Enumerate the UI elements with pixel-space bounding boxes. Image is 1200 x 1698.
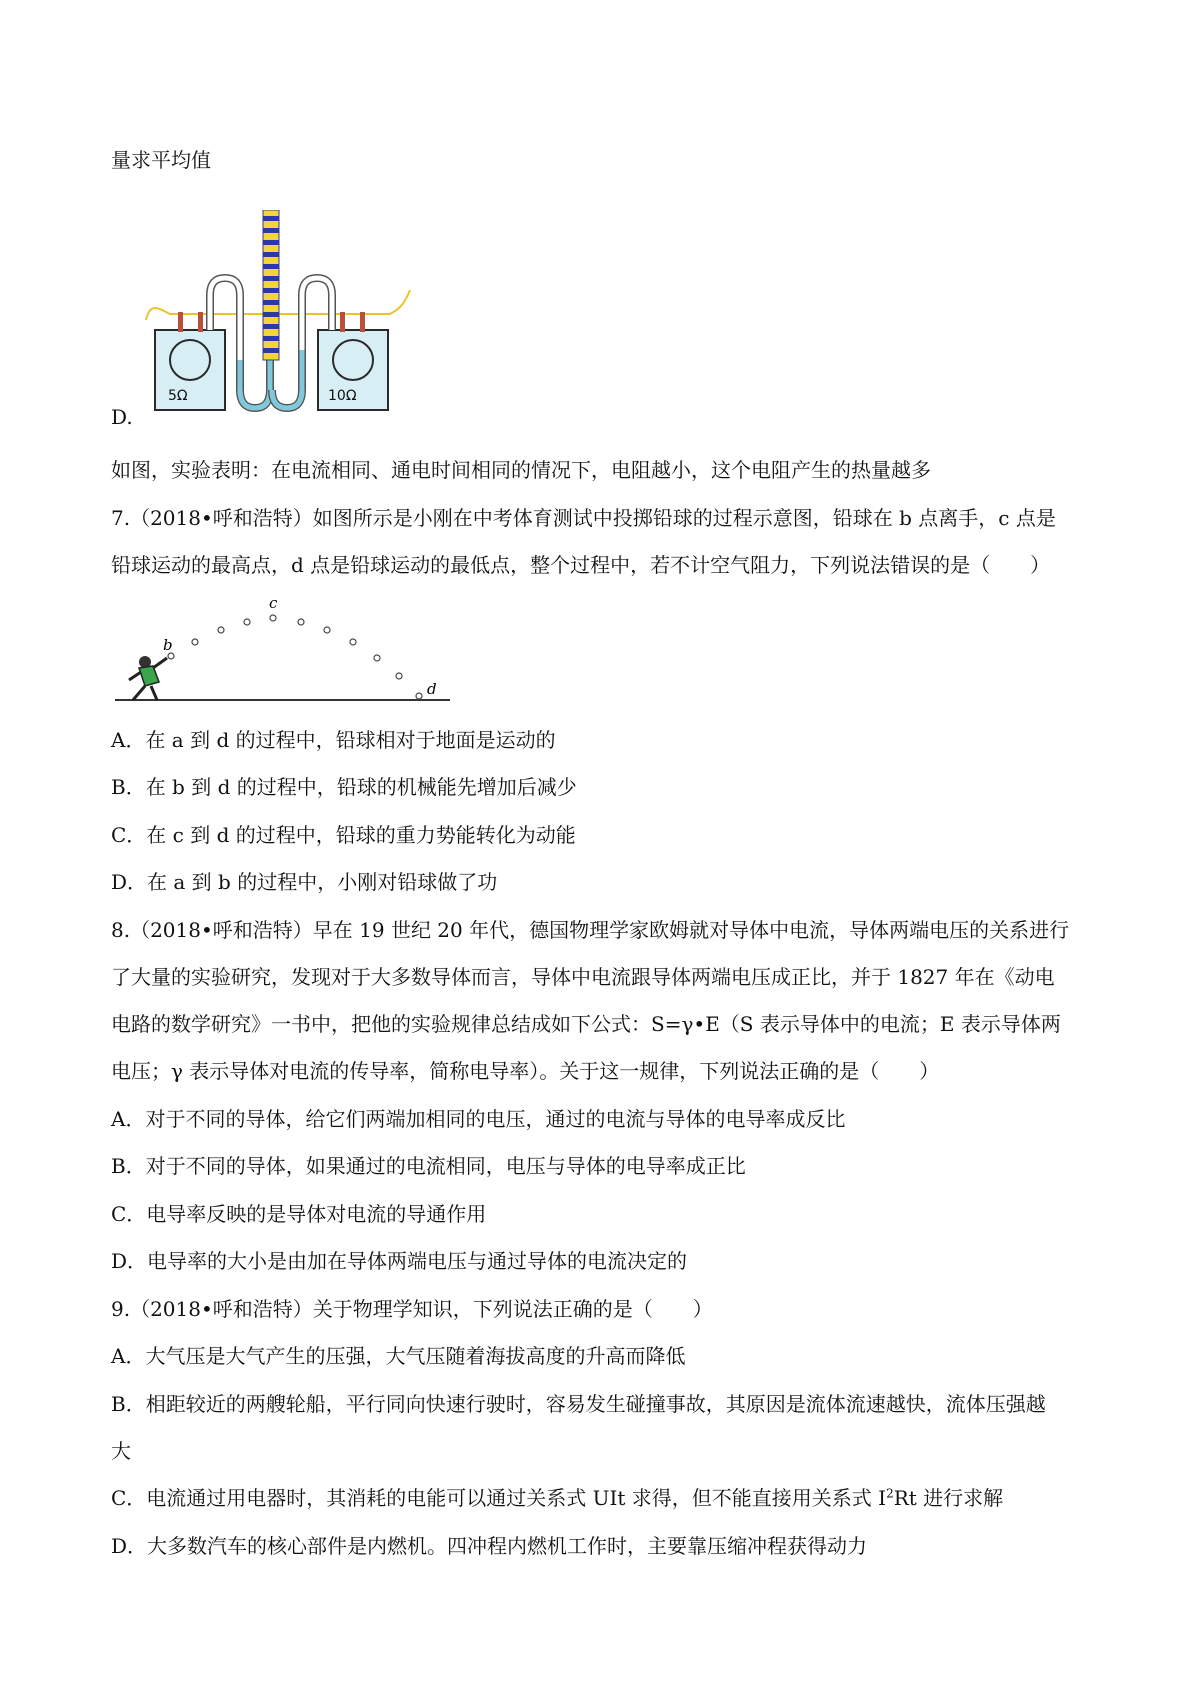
option-b: B．相距较近的两艘轮船，平行同向快速行驶时，容易发生碰撞事故，其原因是流体流速越快，流体压强越 [111, 1392, 1046, 1416]
option-d: D．在 a 到 b 的过程中，小刚对铅球做了功 [111, 870, 498, 894]
point-b-label: b [163, 636, 173, 654]
option-a: A．大气压是大气产生的压强，大气压随着海拔高度的升高而降低 [111, 1344, 686, 1368]
shot-put-figure [115, 596, 460, 711]
question-7-line: 铅球运动的最高点，d 点是铅球运动的最低点，整个过程中，若不计空气阻力，下列说法错误的是（ ） [111, 553, 1051, 577]
option-c-text: C．电流通过用电器时，其消耗的电能可以通过关系式 UIt 求得，但不能直接用关系式 I [111, 1486, 887, 1510]
text-line: 如图，实验表明：在电流相同、通电时间相同的情况下，电阻越小，这个电阻产生的热量越多 [111, 458, 931, 482]
question-8-line: 电路的数学研究》一书中，把他的实验规律总结成如下公式：S=γ•E（S 表示导体中的电流；E 表示导体两 [111, 1012, 1061, 1036]
point-c-label: c [269, 596, 278, 612]
option-d: D．大多数汽车的核心部件是内燃机。四冲程内燃机工作时，主要靠压缩冲程获得动力 [111, 1534, 868, 1558]
question-7-line: 7.（2018•呼和浩特）如图所示是小刚在中考体育测试中投掷铅球的过程示意图，铅球在 b 点离手，c 点是 [111, 506, 1056, 530]
option-b-continued: 大 [111, 1439, 131, 1463]
question-9-line: 9.（2018•呼和浩特）关于物理学知识，下列说法正确的是（ ） [111, 1297, 713, 1321]
option-d-label: D. [111, 405, 133, 429]
option-d: D．电导率的大小是由加在导体两端电压与通过导体的电流决定的 [111, 1249, 688, 1273]
question-8-line: 了大量的实验研究，发现对于大多数导体而言，导体中电流跟导体两端电压成正比，并于 1827 年在《动电 [111, 965, 1055, 989]
question-8-line: 电压；γ 表示导体对电流的传导率，简称电导率）。关于这一规律，下列说法正确的是（ ） [111, 1059, 940, 1083]
superscript: 2 [886, 1486, 894, 1501]
option-c-text-end: Rt 进行求解 [893, 1486, 1004, 1510]
resistor-label-5: 5Ω [168, 388, 188, 404]
question-8-line: 8.（2018•呼和浩特）早在 19 世纪 20 年代，德国物理学家欧姆就对导体中电流，导体两端电压的关系进行 [111, 918, 1070, 942]
resistor-label-10: 10Ω [328, 388, 357, 404]
point-d-label: d [427, 680, 437, 698]
option-c: C．电导率反映的是导体对电流的导通作用 [111, 1202, 487, 1226]
option-a: A．在 a 到 d 的过程中，铅球相对于地面是运动的 [111, 728, 556, 752]
option-b: B．对于不同的导体，如果通过的电流相同，电压与导体的电导率成正比 [111, 1154, 746, 1178]
text-line: 量求平均值 [111, 148, 211, 172]
option-a: A．对于不同的导体，给它们两端加相同的电压，通过的电流与导体的电导率成反比 [111, 1107, 846, 1131]
option-c [111, 1486, 1003, 1510]
heating-apparatus-figure [140, 210, 420, 425]
option-b: B．在 b 到 d 的过程中，铅球的机械能先增加后减少 [111, 775, 577, 799]
option-c: C．在 c 到 d 的过程中，铅球的重力势能转化为动能 [111, 823, 576, 847]
